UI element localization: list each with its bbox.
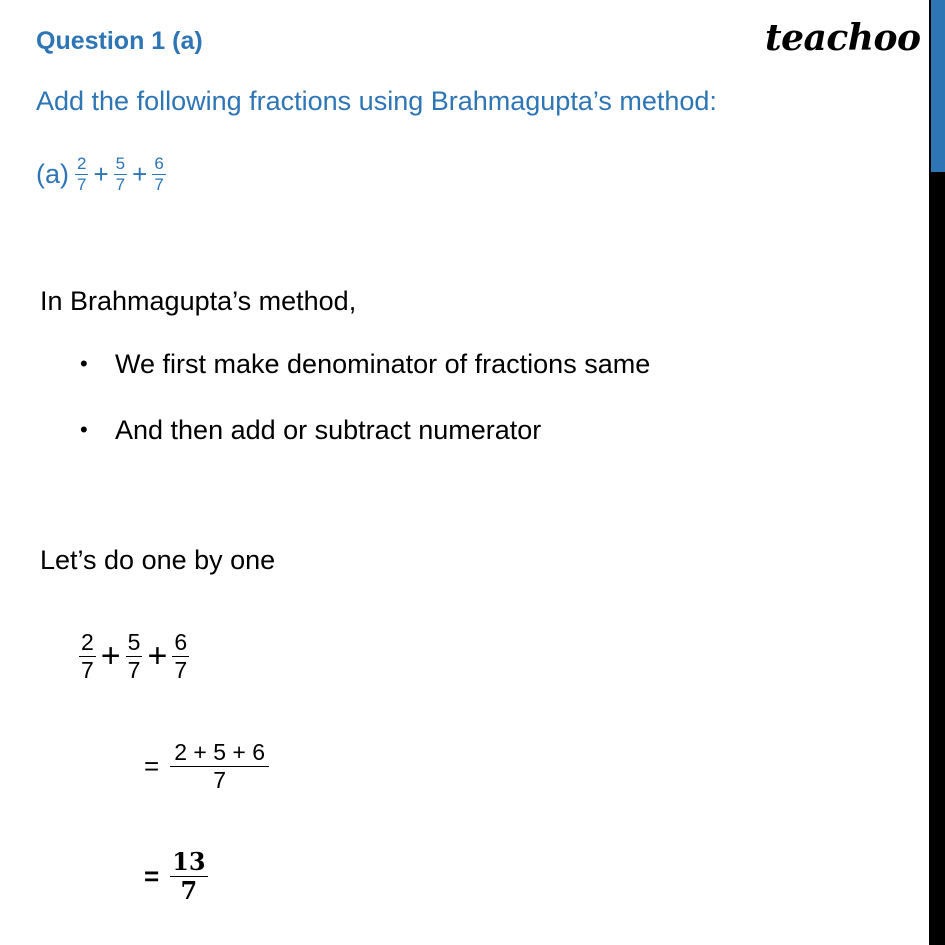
fraction (172, 629, 189, 683)
denominator: 7 (174, 656, 188, 683)
result-fraction (170, 848, 207, 904)
question-part-a (36, 144, 169, 204)
solution-step-2 (144, 838, 211, 914)
denominator: 7 (77, 174, 87, 194)
plus-operator: + (93, 158, 109, 189)
fraction (114, 154, 127, 194)
solution-lead: Let’s do one by one (40, 545, 276, 575)
numerator: 5 (127, 629, 141, 656)
part-label: (a) (36, 158, 69, 189)
fraction (170, 739, 269, 793)
denominator: 7 (154, 174, 164, 194)
denominator: 7 (180, 875, 198, 905)
denominator: 7 (213, 766, 226, 793)
numerator: 2 (77, 153, 87, 173)
numerator: 6 (154, 153, 164, 173)
method-bullet-1: We first make denominator of fractions same (115, 349, 651, 379)
fraction (79, 629, 96, 683)
plus-operator: + (132, 158, 148, 189)
denominator: 7 (115, 174, 126, 194)
denominator: 7 (81, 656, 94, 683)
solution-step-1 (144, 728, 272, 804)
method-bullet-2: And then add or subtract numerator (115, 415, 542, 445)
denominator: 7 (127, 656, 141, 683)
numerator: 2 (81, 629, 94, 656)
bullet-icon: • (80, 351, 88, 376)
equals-sign: = (144, 860, 160, 891)
method-intro: In Brahmagupta’s method, (40, 286, 357, 316)
scrollbar-thumb[interactable] (931, 0, 945, 172)
solution-expression (76, 620, 192, 692)
numerator: 2 + 5 + 6 (174, 739, 265, 766)
numerator: 6 (174, 629, 188, 656)
numerator: 13 (172, 846, 206, 876)
fraction (75, 154, 88, 194)
equals-sign: = (144, 750, 160, 781)
page-title: Question 1 (a) (36, 27, 203, 55)
numerator: 5 (115, 153, 126, 173)
fraction (126, 629, 143, 683)
question-text: Add the following fractions using Brahmagupta’s method: (36, 86, 717, 116)
plus-operator: + (100, 636, 121, 675)
fraction (152, 154, 165, 194)
teachoo-logo: teachoo (765, 17, 921, 59)
bullet-icon: • (80, 417, 88, 442)
plus-operator: + (147, 636, 168, 675)
